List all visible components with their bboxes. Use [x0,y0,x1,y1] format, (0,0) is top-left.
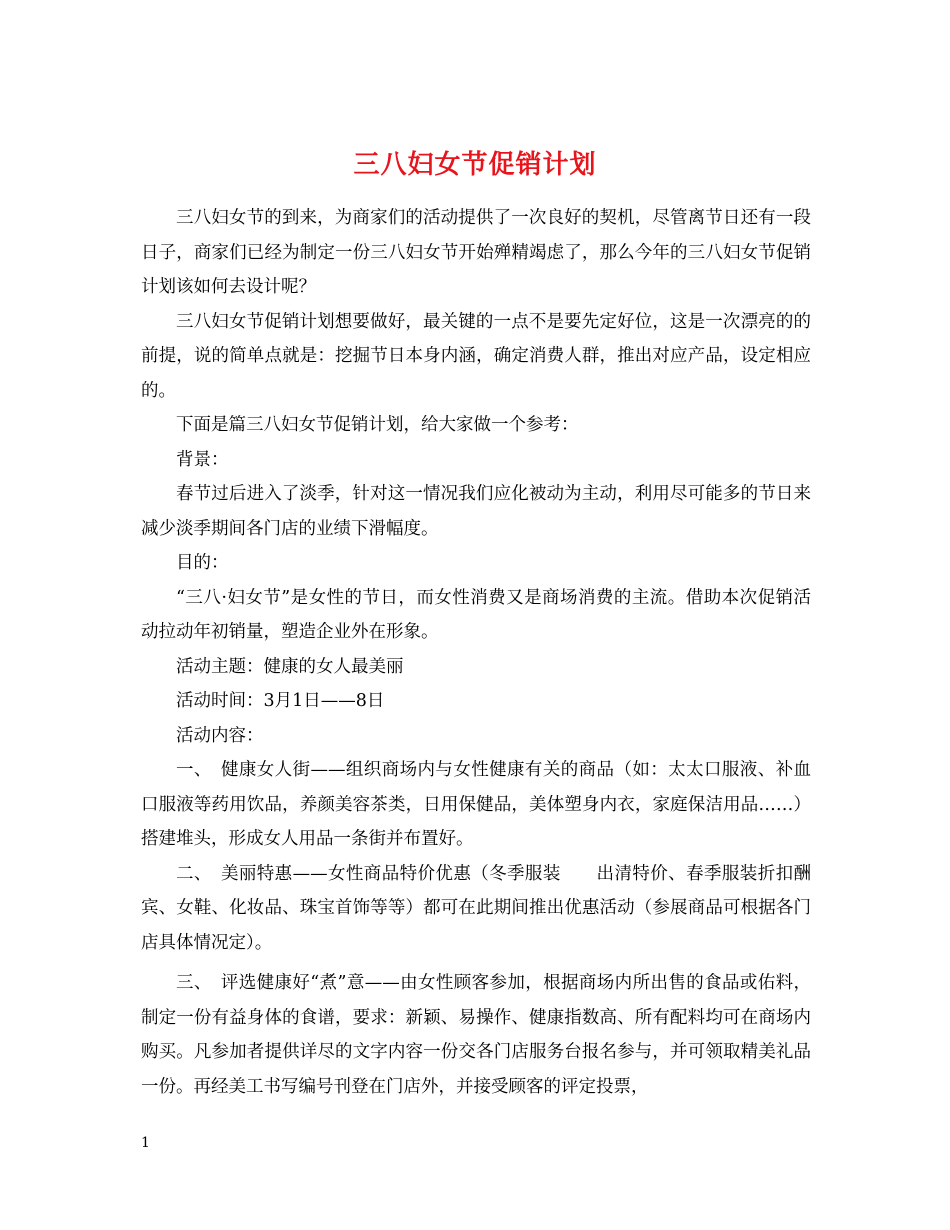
heading-purpose: 目的： [176,553,229,573]
paragraph-positioning: 三八妇女节促销计划想要做好，最关键的一点不是要先定好位，这是一次漂亮的的前提，说的简单点就是：挖掘节日本身内涵，确定消费人群，推出对应产品，设定相应的。 [141,311,811,401]
document-body [141,201,811,1104]
paragraph-purpose: “三八·妇女节”是女性的节日，而女性消费又是商场消费的主流。借助本次促销活动拉动年初销量，塑造企业外在形象。 [141,587,811,642]
heading-content: 活动内容： [176,725,264,746]
heading-background: 背景： [176,449,229,470]
paragraph-item-1: 一、 健康女人街——组织商场内与女性健康有关的商品（如：太太口服液、补血口服液等药用饮品，养颜美容茶类，日用保健品，美体塑身内衣，家庭保洁用品……）搭建堆头，形成女人用品一条街并布置好。 [141,760,811,849]
paragraph-theme: 活动主题：健康的女人最美丽 [176,656,404,677]
paragraph-time: 活动时间：3月1日——8日 [176,691,385,711]
paragraph-item-2: 二、 美丽特惠——女性商品特价优惠（冬季服装 出清特价、春季服装折扣酬宾、女鞋、化妆品、珠宝首饰等等）都可在此期间推出优惠活动（参展商品可根据各门店具体情况定）。 [141,863,811,953]
page-number: 1 [141,1135,150,1151]
paragraph-reference: 下面是篇三八妇女节促销计划，给大家做一个参考： [176,415,579,435]
document-title: 三八妇女节促销计划 [353,150,597,181]
paragraph-item-3: 三、 评选健康好“煮”意——由女性顾客参加，根据商场内所出售的食品或佑料，制定一份有益身体的食谱，要求：新颖、易操作、健康指数高、所有配料均可在商场内购买。凡参加者提供详尽的文字内容一份交各门店服务台报名参与，并可领取精美礼品一份。再经美工书写编号刊登在门店外，并接受顾客的评定投票， [141,973,811,1097]
paragraph-intro: 三八妇女节的到来，为商家们的活动提供了一次良好的契机，尽管离节日还有一段日子，商家们已经为制定一份三八妇女节开始殚精竭虑了，那么今年的三八妇女节促销计划该如何去设计呢？ [141,208,811,297]
paragraph-background: 春节过后进入了淡季，针对这一情况我们应化被动为主动，利用尽可能多的节日来减少淡季期间各门店的业绩下滑幅度。 [141,484,811,539]
